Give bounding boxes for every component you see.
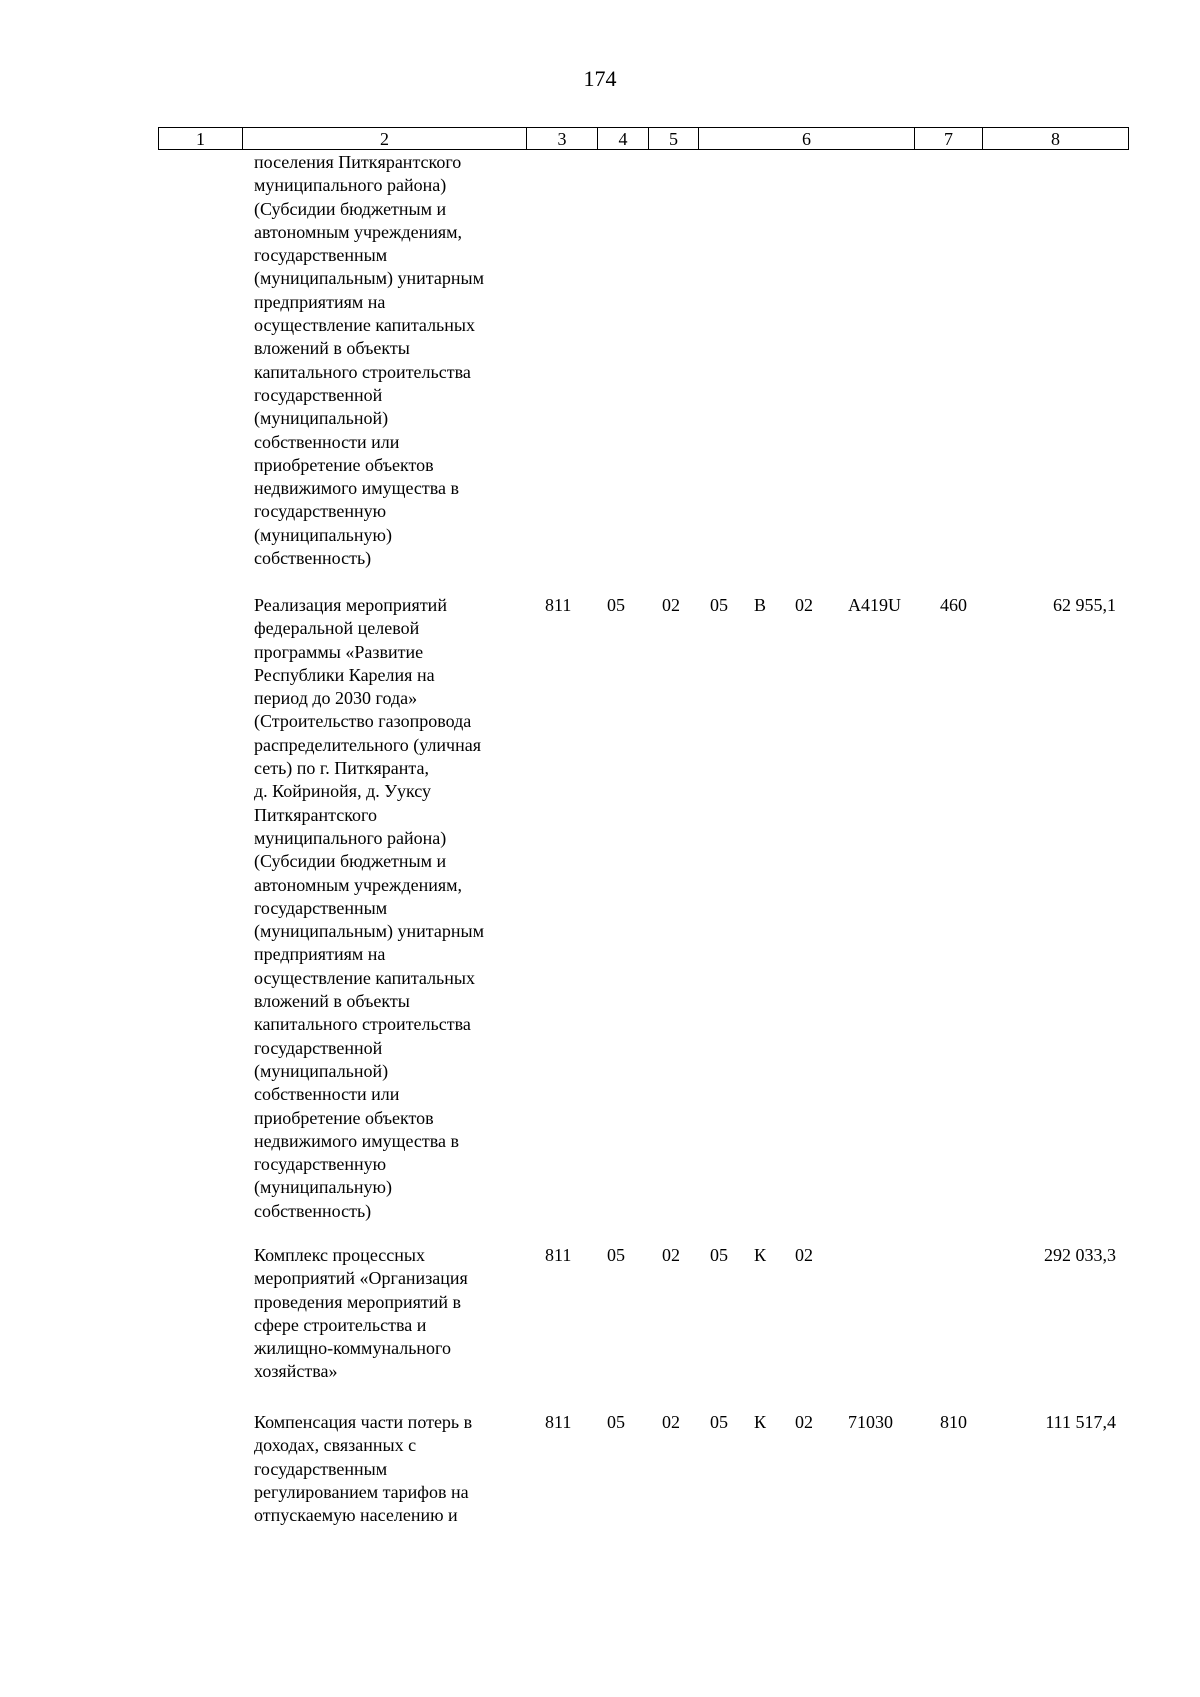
- amount: 292 033,3: [1044, 1245, 1116, 1265]
- column-header-8: 8: [983, 128, 1129, 150]
- ministry-code: 811: [545, 595, 572, 615]
- target-article-program: 05: [710, 595, 728, 615]
- target-article-program: 05: [710, 1412, 728, 1432]
- amount: 62 955,1: [1053, 595, 1116, 615]
- target-article-program: 05: [710, 1245, 728, 1265]
- amount: 111 517,4: [1045, 1412, 1116, 1432]
- row-description: Реализация мероприятий федеральной целевой программы «Развитие Республики Карелия на период до 2030 года» (Строительство газопровода распределительного (уличная сеть) по г. Питкяранта, д. Койринойя, д. Ууксу Питкярантского муниципального района) (Субсидии бюджетным и автономным учреждениям, государственным (муниципальным) унитарным предприятиям на осуществление капитальных вложений в объекты капитального строительства государственной (муниципальной) собственности или приобретение объектов недвижимого имущества в государственную (муниципальную) собственность): [254, 595, 484, 1221]
- section-code: 05: [607, 1412, 625, 1432]
- column-header-row: [158, 127, 1129, 150]
- column-header-2: 2: [243, 128, 527, 150]
- target-article-subprogram: 02: [795, 595, 813, 615]
- target-article-type: К: [754, 1412, 767, 1432]
- row-description: Комплекс процессных мероприятий «Организация проведения мероприятий в сфере строительства и жилищно-коммунального хозяйства»: [254, 1245, 468, 1382]
- subsection-code: 02: [662, 595, 680, 615]
- column-header-7: 7: [915, 128, 983, 150]
- section-code: 05: [607, 595, 625, 615]
- row-description: поселения Питкярантского муниципального района) (Субсидии бюджетным и автономным учреждениям, государственным (муниципальным) унитарным предприятиям на осуществление капитальных вложений в объекты капитального строительства государственной (муниципальной) собственности или приобретение объектов недвижимого имущества в государственную (муниципальную) собственность): [254, 152, 484, 569]
- subsection-code: 02: [662, 1412, 680, 1432]
- column-header-4: 4: [598, 128, 649, 150]
- target-article-direction: A419U: [848, 595, 901, 615]
- target-article-type: К: [754, 1245, 767, 1265]
- ministry-code: 811: [545, 1412, 572, 1432]
- row-description: Компенсация части потерь в доходах, связанных с государственным регулированием тарифов на отпускаемую населению и: [254, 1412, 473, 1526]
- target-article-subprogram: 02: [795, 1245, 813, 1265]
- subsection-code: 02: [662, 1245, 680, 1265]
- column-header-1: 1: [159, 128, 243, 150]
- target-article-type: В: [754, 595, 767, 615]
- column-header-6: 6: [699, 128, 915, 150]
- expense-type-code: 460: [940, 595, 967, 615]
- target-article-subprogram: 02: [795, 1412, 813, 1432]
- expense-type-code: 810: [940, 1412, 967, 1432]
- section-code: 05: [607, 1245, 625, 1265]
- column-header-3: 3: [527, 128, 598, 150]
- ministry-code: 811: [545, 1245, 572, 1265]
- column-header-5: 5: [649, 128, 699, 150]
- target-article-direction: 71030: [848, 1412, 893, 1432]
- page-number: 174: [583, 66, 617, 91]
